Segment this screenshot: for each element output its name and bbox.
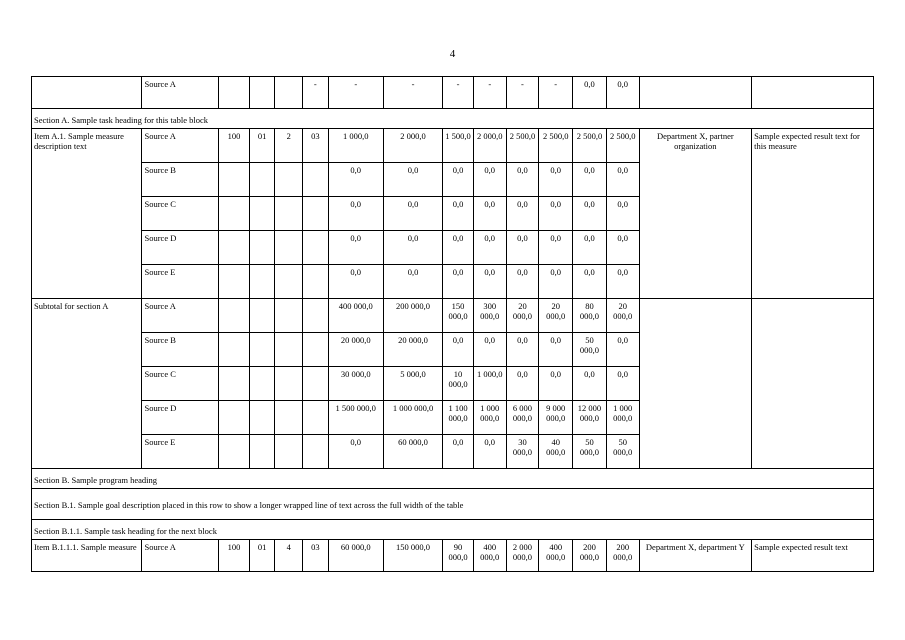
value-cell: 0,0 — [539, 265, 573, 299]
source-cell: Source B — [142, 333, 219, 367]
empty-cell — [303, 197, 329, 231]
section-heading: Section B.1. Sample goal description placed in this row to show a longer wrapped line of text across the full width of the table — [32, 489, 874, 520]
executor-cell: Department X, partner organization — [639, 129, 752, 299]
value-cell: 2 500,0 — [606, 129, 639, 163]
result-cell — [752, 77, 874, 109]
value-cell: 0,0 — [473, 435, 506, 469]
value-cell: 20 000,0 — [328, 333, 383, 367]
empty-cell — [249, 231, 275, 265]
value-cell: 0,0 — [606, 265, 639, 299]
section-row — [32, 469, 874, 489]
value-cell: 2 500,0 — [506, 129, 539, 163]
page-number: 4 — [449, 48, 456, 60]
value-cell: 0,0 — [328, 163, 383, 197]
table-row — [32, 77, 874, 109]
value-cell: 40 000,0 — [539, 435, 573, 469]
empty-cell — [275, 265, 303, 299]
measure-label: Item B.1.1.1. Sample measure — [32, 540, 142, 572]
value-cell: 2 000 000,0 — [506, 540, 539, 572]
value-cell: 0,0 — [473, 231, 506, 265]
empty-cell — [275, 401, 303, 435]
value-cell: 20 000,0 — [539, 299, 573, 333]
value-cell: 1 000 000,0 — [473, 401, 506, 435]
empty-cell — [219, 401, 250, 435]
value-cell: 0,0 — [328, 197, 383, 231]
value-cell: - — [303, 77, 329, 109]
value-cell: 0,0 — [539, 231, 573, 265]
value-cell: 0,0 — [539, 333, 573, 367]
value-cell: 0,0 — [506, 333, 539, 367]
value-cell: 50 000,0 — [573, 333, 607, 367]
value-cell: - — [539, 77, 573, 109]
value-cell: - — [506, 77, 539, 109]
value-cell: 0,0 — [573, 231, 607, 265]
section-heading: Section B.1.1. Sample task heading for the next block — [32, 520, 874, 540]
source-cell: Source B — [142, 163, 219, 197]
value-cell: 150 000,0 — [383, 540, 442, 572]
value-cell: 0,0 — [539, 367, 573, 401]
section-heading: Section A. Sample task heading for this table block — [32, 109, 874, 129]
code-cell: 01 — [249, 129, 275, 163]
value-cell: 2 000,0 — [473, 129, 506, 163]
value-cell: 30 000,0 — [506, 435, 539, 469]
source-cell: Source E — [142, 435, 219, 469]
code-cell: 100 — [219, 129, 250, 163]
empty-cell — [303, 401, 329, 435]
value-cell: 0,0 — [473, 197, 506, 231]
empty-cell — [219, 231, 250, 265]
result-cell: Sample expected result text — [752, 540, 874, 572]
source-cell: Source A — [142, 129, 219, 163]
value-cell: 0,0 — [473, 265, 506, 299]
value-cell: - — [383, 77, 442, 109]
value-cell: 0,0 — [383, 197, 442, 231]
value-cell: 50 000,0 — [606, 435, 639, 469]
empty-cell — [303, 367, 329, 401]
table-row — [32, 129, 874, 163]
value-cell: 1 500 000,0 — [328, 401, 383, 435]
empty-cell — [249, 401, 275, 435]
value-cell: 0,0 — [443, 231, 474, 265]
value-cell: 0,0 — [606, 197, 639, 231]
empty-cell — [249, 435, 275, 469]
value-cell: 1 500,0 — [443, 129, 474, 163]
value-cell: 0,0 — [328, 231, 383, 265]
empty-cell — [249, 333, 275, 367]
value-cell: 90 000,0 — [443, 540, 474, 572]
value-cell: 12 000 000,0 — [573, 401, 607, 435]
value-cell: 2 500,0 — [539, 129, 573, 163]
empty-cell — [275, 299, 303, 333]
value-cell: 0,0 — [573, 77, 607, 109]
measure-label: Item A.1. Sample measure description text — [32, 129, 142, 299]
value-cell: 0,0 — [383, 231, 442, 265]
value-cell: 0,0 — [606, 231, 639, 265]
source-cell: Source C — [142, 197, 219, 231]
value-cell: 0,0 — [573, 367, 607, 401]
value-cell: 50 000,0 — [573, 435, 607, 469]
source-cell: Source A — [142, 540, 219, 572]
value-cell: 60 000,0 — [383, 435, 442, 469]
code-cell — [219, 77, 250, 109]
value-cell: 0,0 — [573, 163, 607, 197]
value-cell: 0,0 — [473, 163, 506, 197]
value-cell: 2 000,0 — [383, 129, 442, 163]
empty-cell — [275, 163, 303, 197]
total-label: Subtotal for section A — [32, 299, 142, 469]
value-cell: 5 000,0 — [383, 367, 442, 401]
code-cell: 100 — [219, 540, 250, 572]
value-cell: 200 000,0 — [383, 299, 442, 333]
code-cell: 01 — [249, 540, 275, 572]
result-cell — [752, 299, 874, 469]
value-cell: 300 000,0 — [473, 299, 506, 333]
result-cell: Sample expected result text for this measure — [752, 129, 874, 299]
executor-cell — [639, 77, 752, 109]
empty-cell — [303, 299, 329, 333]
empty-cell — [275, 435, 303, 469]
value-cell: 20 000,0 — [606, 299, 639, 333]
source-cell: Source A — [142, 299, 219, 333]
value-cell: 0,0 — [606, 163, 639, 197]
empty-cell — [219, 265, 250, 299]
empty-cell — [303, 333, 329, 367]
section-heading: Section B. Sample program heading — [32, 469, 874, 489]
source-cell: Source E — [142, 265, 219, 299]
value-cell: 0,0 — [506, 231, 539, 265]
empty-cell — [275, 333, 303, 367]
empty-cell — [249, 265, 275, 299]
value-cell: 150 000,0 — [443, 299, 474, 333]
empty-cell — [275, 367, 303, 401]
value-cell: 0,0 — [539, 163, 573, 197]
value-cell: 10 000,0 — [443, 367, 474, 401]
value-cell: 0,0 — [506, 367, 539, 401]
code-cell: 03 — [303, 129, 329, 163]
value-cell: 0,0 — [539, 197, 573, 231]
empty-cell — [303, 163, 329, 197]
empty-cell — [249, 163, 275, 197]
value-cell: 6 000 000,0 — [506, 401, 539, 435]
value-cell: 0,0 — [506, 197, 539, 231]
source-cell: Source C — [142, 367, 219, 401]
value-cell: - — [328, 77, 383, 109]
code-cell: 4 — [275, 540, 303, 572]
value-cell: 2 500,0 — [573, 129, 607, 163]
value-cell: 0,0 — [443, 163, 474, 197]
empty-cell — [219, 197, 250, 231]
value-cell: 400 000,0 — [473, 540, 506, 572]
table-row — [32, 540, 874, 572]
source-cell: Source D — [142, 401, 219, 435]
source-cell: Source A — [142, 77, 219, 109]
code-cell — [249, 77, 275, 109]
code-cell — [275, 77, 303, 109]
empty-cell — [219, 163, 250, 197]
empty-cell — [219, 367, 250, 401]
value-cell: 0,0 — [506, 265, 539, 299]
value-cell: 0,0 — [328, 435, 383, 469]
section-row — [32, 489, 874, 520]
value-cell: 9 000 000,0 — [539, 401, 573, 435]
empty-cell — [249, 367, 275, 401]
value-cell: 30 000,0 — [328, 367, 383, 401]
value-cell: 20 000,0 — [383, 333, 442, 367]
value-cell: - — [443, 77, 474, 109]
value-cell: 0,0 — [328, 265, 383, 299]
empty-cell — [303, 265, 329, 299]
value-cell: 0,0 — [443, 435, 474, 469]
value-cell: 1 000,0 — [328, 129, 383, 163]
empty-cell — [303, 435, 329, 469]
value-cell: 0,0 — [443, 197, 474, 231]
empty-cell — [249, 299, 275, 333]
value-cell: 0,0 — [606, 77, 639, 109]
value-cell: - — [473, 77, 506, 109]
value-cell: 400 000,0 — [328, 299, 383, 333]
executor-cell: Department X, department Y — [639, 540, 752, 572]
value-cell: 0,0 — [606, 367, 639, 401]
measure-cell — [32, 77, 142, 109]
value-cell: 1 100 000,0 — [443, 401, 474, 435]
value-cell: 0,0 — [506, 163, 539, 197]
value-cell: 0,0 — [473, 333, 506, 367]
value-cell: 0,0 — [443, 265, 474, 299]
value-cell: 200 000,0 — [606, 540, 639, 572]
value-cell: 0,0 — [606, 333, 639, 367]
code-cell: 2 — [275, 129, 303, 163]
value-cell: 0,0 — [443, 333, 474, 367]
empty-cell — [303, 231, 329, 265]
program-table — [31, 76, 874, 572]
value-cell: 0,0 — [573, 265, 607, 299]
table-row — [32, 299, 874, 333]
section-row — [32, 520, 874, 540]
empty-cell — [275, 197, 303, 231]
empty-cell — [249, 197, 275, 231]
value-cell: 1 000,0 — [473, 367, 506, 401]
value-cell: 0,0 — [573, 197, 607, 231]
empty-cell — [219, 435, 250, 469]
empty-cell — [219, 333, 250, 367]
value-cell: 80 000,0 — [573, 299, 607, 333]
value-cell: 1 000 000,0 — [606, 401, 639, 435]
empty-cell — [275, 231, 303, 265]
source-cell: Source D — [142, 231, 219, 265]
value-cell: 20 000,0 — [506, 299, 539, 333]
value-cell: 200 000,0 — [573, 540, 607, 572]
value-cell: 0,0 — [383, 265, 442, 299]
value-cell: 1 000 000,0 — [383, 401, 442, 435]
executor-cell — [639, 299, 752, 469]
section-row — [32, 109, 874, 129]
value-cell: 60 000,0 — [328, 540, 383, 572]
empty-cell — [219, 299, 250, 333]
code-cell: 03 — [303, 540, 329, 572]
value-cell: 400 000,0 — [539, 540, 573, 572]
value-cell: 0,0 — [383, 163, 442, 197]
